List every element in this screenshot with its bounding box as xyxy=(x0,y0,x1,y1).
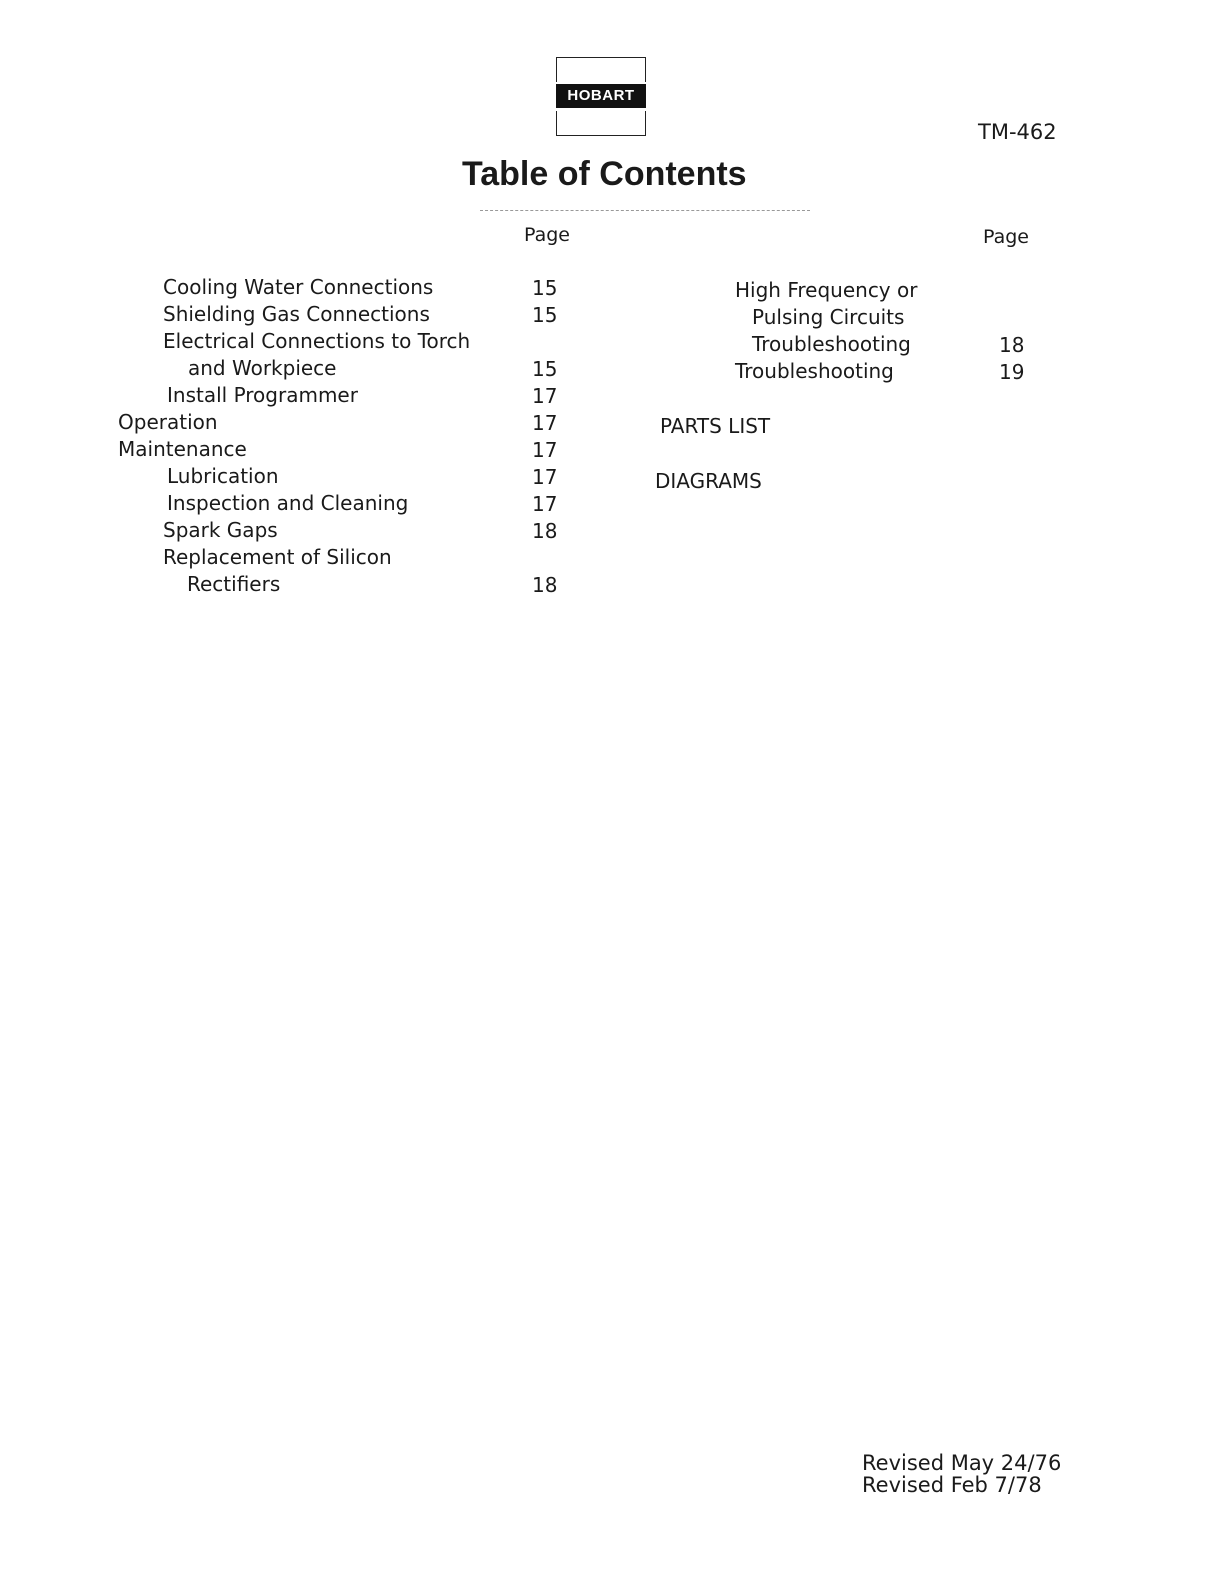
toc-entry: Spark Gaps xyxy=(163,518,278,542)
right-page-header: Page xyxy=(983,226,1029,248)
revision-note: Revised Feb 7/78 xyxy=(862,1473,1042,1497)
toc-entry: Lubrication xyxy=(167,464,279,488)
toc-page: 18 xyxy=(532,573,558,597)
toc-page: 15 xyxy=(532,303,558,327)
toc-entry: Troubleshooting xyxy=(735,359,894,383)
toc-entry: Electrical Connections to Torch xyxy=(163,329,471,353)
toc-entry: Inspection and Cleaning xyxy=(167,491,409,515)
hobart-logo xyxy=(556,57,646,137)
toc-entry: Install Programmer xyxy=(167,383,358,407)
page-title: Table of Contents xyxy=(462,155,747,193)
toc-entry: Troubleshooting xyxy=(752,332,911,356)
logo-bottom-frame xyxy=(556,111,646,136)
revision-note: Revised May 24/76 xyxy=(862,1451,1062,1475)
toc-entry: Rectifiers xyxy=(187,572,281,596)
toc-entry: Replacement of Silicon xyxy=(163,545,392,569)
toc-entry: Shielding Gas Connections xyxy=(163,302,430,326)
toc-entry: High Frequency or xyxy=(735,278,918,302)
toc-page: 17 xyxy=(532,438,558,462)
toc-entry: and Workpiece xyxy=(188,356,337,380)
toc-section-diagrams: DIAGRAMS xyxy=(655,469,762,493)
toc-entry: Pulsing Circuits xyxy=(752,305,905,329)
toc-entry: Operation xyxy=(118,410,218,434)
toc-page: 17 xyxy=(532,384,558,408)
toc-page: 15 xyxy=(532,276,558,300)
left-page-header: Page xyxy=(524,224,570,246)
toc-page: 17 xyxy=(532,465,558,489)
toc-page: 17 xyxy=(532,492,558,516)
toc-page: 19 xyxy=(999,360,1025,384)
logo-wordmark: HOBART xyxy=(556,84,646,108)
toc-entry: Maintenance xyxy=(118,437,247,461)
document-number: TM-462 xyxy=(978,120,1057,144)
toc-page: 18 xyxy=(532,519,558,543)
logo-top-frame xyxy=(556,57,646,82)
toc-entry: Cooling Water Connections xyxy=(163,275,434,299)
toc-page: 15 xyxy=(532,357,558,381)
toc-section-parts-list: PARTS LIST xyxy=(660,414,771,438)
toc-page: 17 xyxy=(532,411,558,435)
title-underline xyxy=(480,210,810,211)
toc-page: 18 xyxy=(999,333,1025,357)
